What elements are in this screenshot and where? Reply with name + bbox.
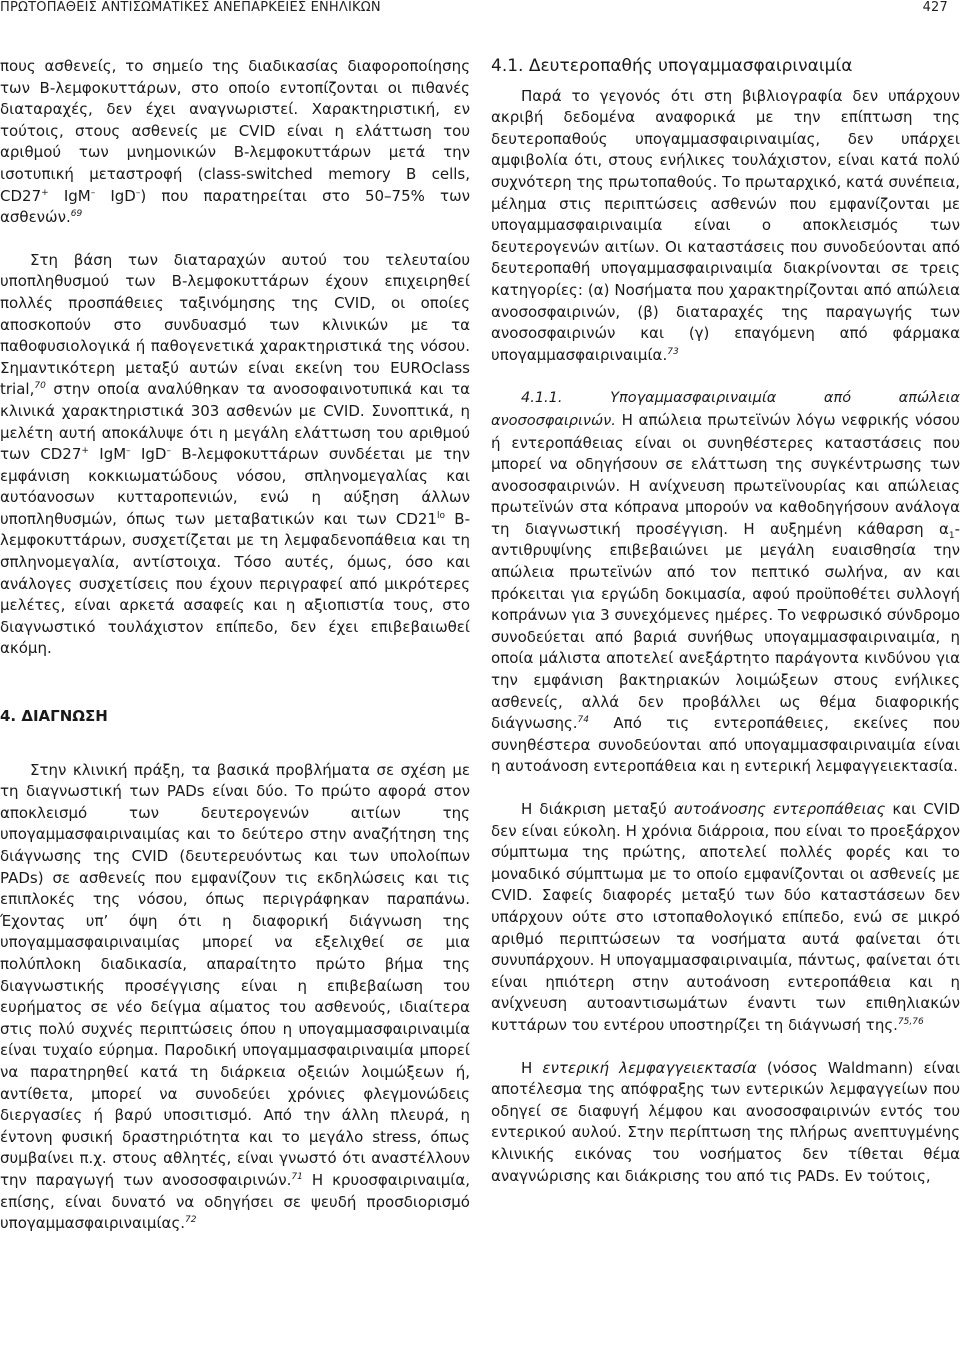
citation-ref: 69 (70, 209, 83, 220)
subsubsection-heading: 4.1.1. Υπογαμμασφαιριναιμία από απώλεια ανοσοσφαιρινών. (491, 390, 960, 429)
left-paragraph-1: πους ασθενείς, το σημείο της διαδικασίας διαφοροποίησης των Β-λεμφοκυττάρων, στο οποίο εντοπίζονται οι πιθανές διαταραχές, δεν έχει αναγνωριστεί. Χαρακτηριστική, εν τούτοις, στους ασθενείς με CVID είναι η ελάττωση του αριθμού των μνημονικών Β-λεμφοκυττάρων μετά την ισοτυπική μεταστροφή (class-switched memory B cells, CD27+ IgM– IgD–) που παρατηρείται στο 50–75% των ασθενών.$^{69}$ (0, 57, 471, 227)
running-title: ΠΡΩΤΟΠΑΘΕΙΣ ΑΝΤΙΣΩΜΑΤΙΚΕΣ ΑΝΕΠΑΡΚΕΙΕΣ ΕΝΗΛΙΚΩΝ (0, 0, 381, 15)
running-header (0, 0, 960, 22)
left-column (0, 56, 470, 1235)
right-paragraph-1: Παρά το γεγονός ότι στη βιβλιογραφία δεν υπάρχουν ακριβή δεδομένα αναφορικά με την επίπτωση της δευτεροπαθούς υπογαμμασφαιριναιμίας, δεν υπάρχει αμφιβολία ότι, στους ενήλικες τουλάχιστον, είναι κατά πολύ συχνότερη της πρωτοπαθούς. Το πρωταρχικό, κατά συνέπεια, μέλημα στις περιπτώσεις ασθενών που εμφανίζονται με υπογαμμασφαιριναιμία είναι ο αποκλεισμός των δευτερογενών αιτίων. Οι καταστάσεις που συνοδεύονται από δευτεροπαθή υπογαμμασφαιριναιμία διακρίνονται σε τρεις κατηγορίες: (α) Νοσήματα που χαρακτηρίζονται από απώλεια ανοσοσφαιρινών, (β) διαταραχές της παραγωγής των ανοσοσφαιρινών και (γ) επαγόμενη από φάρμακα υπογαμμασφαιριναιμία.$^{73}$ (491, 86, 960, 364)
right-column (491, 56, 960, 1187)
citation-ref: 75,76 (897, 1016, 924, 1027)
right-paragraph-4: Η εντερική λεμφαγγειεκτασία (νόσος Waldmann) είναι αποτέλεσμα της απόφραξης των εντερικών λεμφαγγείων που οδηγεί σε διαφυγή λέμφου και ανοσοσφαιρινών εντός του εντερικού αυλού. Στην περίπτωση της πλήρως ανεπτυγμένης κλινικής εικόνας του νοσήματος δεν τίθεται θέμα αναγνώρισης και διάκρισης του από τις PADs. Εν τούτοις, (491, 1058, 960, 1185)
right-paragraph-3: Η διάκριση μεταξύ αυτοάνοσης εντεροπάθειας και CVID δεν είναι εύκολη. Η χρόνια διάρροια, που είναι το προεξάρχον σύμπτωμα της πρώτης, αποτελεί πολλές φορές και το μοναδικό σύμπτωμα με το οποίο εμφανίζονται οι ασθενείς με CVID. Σαφείς διαφορές μεταξύ των δύο καταστάσεων δεν υπάρχουν ούτε στο ιστοπαθολογικό επίπεδο, ενώ σε μικρό αριθμό περιπτώσεων τα νοσήματα αυτά φαίνεται ότι συνυπάρχουν. Η υπογαμμασφαιριναιμία, πάντως, φαίνεται ότι είναι ηπιότερη στην αυτοάνοση εντεροπάθεια και η ανίχνευση αυτοαντισωμάτων έναντι των επιθηλιακών κυττάρων του εντέρου υποστηρίζει τη διάγνωσή της.$^{75,76}$ (491, 800, 960, 1034)
section-heading: 4. ΔΙΑΓΝΩΣΗ (0, 707, 108, 726)
page-number: 427 (922, 0, 948, 15)
citation-ref: 71 (291, 1171, 303, 1182)
left-paragraph-3: Στην κλινική πράξη, τα βασικά προβλήματα σε σχέση με τη διαγνωστική των PADs είναι δύο. Το πρώτο αφορά στον αποκλεισμό των δευτερογενών αιτίων της υπογαμμασφαιριναιμίας και το δεύτερο στην αναζήτηση της διάγνωσης της CVID (δευτερευόντως και των υπολοίπων PADs) σε ασθενείς που εμφανίζουν τις εκδηλώσεις και τις επιπλοκές της νόσου, όπως περιγράφηκαν παραπάνω. Έχοντας υπ’ όψη ότι η διαφορική διάγνωση της υπογαμμασφαιριναιμίας μπορεί να εξελιχθεί σε μια πολύπλοκη διαδικασία, απαραίτητο πρώτο βήμα της διαγνωστικής προσέγγισης είναι η επιβεβαίωση του ευρήματος σε νέο δείγμα αίματος του ασθενούς, ιδιαίτερα στις πολύ συχνές περιπτώσεις όπου η υπογαμμασφαιριναιμία είναι τυχαίο εύρημα. Παροδική υπογαμμασφαιριναιμία μπορεί να παρατηρηθεί κατά τη διάρκεια οξειών λοιμώξεων ή, αντίθετα, μπορεί να συνοδεύει χρόνιες φλεγμονώδεις διεργασίες ή βαρύ υποσιτισμό. Από την άλλη πλευρά, η έντονη φυσική δραστηριότητα και το μεγάλο stress, όπως συμβαίνει π.χ. στους αθλητές, είναι γνωστό ότι αναστέλλουν την παραγωγή των ανοσοσφαιρινών.$^{71}$ Η κρυοσφαιριναιμία, επίσης, είναι δυνατό να οδηγήσει σε ψευδή προσδιορισμό υπογαμμασφαιριναιμίας.$^{72}$ (0, 760, 470, 1233)
subsection-heading: 4.1. Δευτεροπαθής υπογαμμασφαιριναιμία (491, 56, 853, 76)
right-paragraph-2: 4.1.1. Υπογαμμασφαιριναιμία από απώλεια ανοσοσφαιρινών. Η απώλεια πρωτεϊνών λόγω νεφρικής νόσου ή εντεροπάθειας είναι οι συνηθέστερες καταστάσεις που μπορεί να οδηγήσουν σε ελάττωση της συγκέντρωσης των ανοσοσφαιρινών. Η ανίχνευση πρωτεϊνουρίας και απώλειας πρωτεϊνών στα κόπρανα μπορούν να καθοδηγήσουν ανάλογα τη διαγνωστική προσέγγιση. Η αυξημένη κάθαρση $\alpha_1$-αντιθρυψίνης επιβεβαιώνει με μεγάλη ευαισθησία την απώλεια πρωτεϊνών από τον πεπτικό σωλήνα, αν και πρόκειται για εργώδη δοκιμασία, αφού προϋποθέτει συλλογή κοπράνων για 3 συνεχόμενες ημέρες. Το νεφρωσικό σύνδρομο συνοδεύεται από βαριά συνήθως υπογαμμασφαιριναιμία, η οποία μάλιστα αποτελεί ανεξάρτητο παράγοντα κινδύνου για την εμφάνιση βακτηριακών λοιμώξεων στους ενήλικες ασθενείς, αλλά δεν προβάλλει ως θέμα διαφορικής διάγνωσης.$^{74}$ Από τις εντεροπάθειες, εκείνες που συνηθέστερα συνοδεύονται από υπογαμμασφαιριναιμία είναι η αυτοάνοση εντεροπάθεια και η εντερική λεμφαγγειεκτασία. (491, 390, 960, 776)
citation-ref: 74 (577, 715, 589, 726)
left-paragraph-2: Στη βάση των διαταραχών αυτού του τελευταίου υποπληθυσμού των Β-λεμφοκυττάρων έχουν επιχειρηθεί πολλές προσπάθειες ταξινόμησης της CVID, οι οποίες αποσκοπούν στο συνδυασμό των κλινικών με τα παθοφυσιολογικά ή παθογενετικά χαρακτηριστικά της νόσου. Σημαντικότερη μεταξύ αυτών είναι εκείνη του EUROclass trial,$^{70}$ στην οποία αναλύθηκαν τα ανοσοφαινοτυπικά και τα κλινικά χαρακτηριστικά 303 ασθενών με CVID. Συνοπτικά, η μελέτη αυτή αποκάλυψε ότι η μεγάλη ελάττωση του αριθμού των CD27+ IgM– IgD– Β-λεμφοκυττάρων συνδέεται με την εμφάνιση κοκκιωματώδους νόσου, σπληνομεγαλίας και αυτόανοσων κυτταροπενιών, ενώ η αύξηση άλλων υποπληθυσμών, όπως των μεταβατικών και των $CD21^{lo}$ Β-λεμφοκυττάρων, συσχετίζεται με τη λεμφαδενοπάθεια και τη σπληνομεγαλία, αντίστοιχα. Τόσο αυτές, όμως, όσο και ανάλογες συσχετίσεις που έχουν περιγραφεί από μικρότερες μελέτες, είναι αρκετά ασαφείς και η αξιοπιστία τους, στο διαγνωστικό τουλάχιστον επίπεδο, δεν έχει επιβεβαιωθεί ακόμη. (0, 250, 471, 658)
citation-ref: 73 (667, 346, 679, 357)
citation-ref: 72 (185, 1215, 197, 1226)
citation-ref: 70 (34, 381, 46, 392)
